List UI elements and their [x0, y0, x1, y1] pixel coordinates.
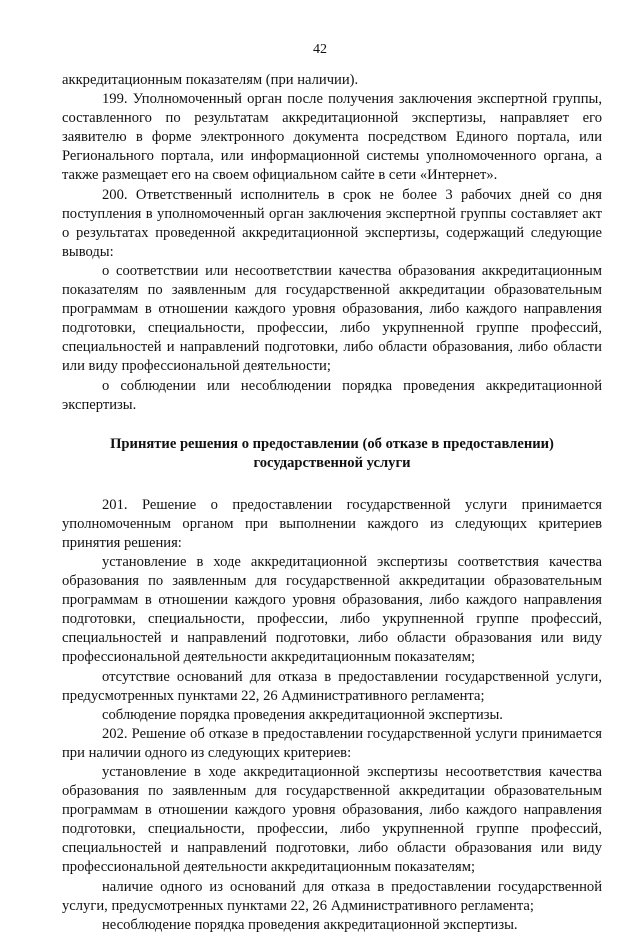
paragraph-199: 199. Уполномоченный орган после получения заключения экспертной группы, составленного по результатам аккредитационной экспертизы, направляет его заявителю в форме электронного документа посредством Единого портала, или Регионального портала, или информационной системы уполномоченного органа, а также размещает его на своем официальном сайте в сети «Интернет». — [62, 91, 602, 184]
section-heading — [62, 435, 602, 474]
paragraph-201-criterion-2: отсутствие оснований для отказа в предоставлении государственной услуги, предусмотренных пунктами 22, 26 Административного регламента; — [62, 668, 602, 704]
section-heading-line-2: государственной услуги — [253, 455, 411, 472]
paragraph-202-criterion-3: несоблюдение порядка проведения аккредитационной экспертизы. — [102, 916, 518, 933]
paragraph-201: 201. Решение о предоставлении государственной услуги принимается уполномоченным органом при выполнении каждого из следующих критериев принятия решения: — [62, 496, 602, 551]
paragraph-201-criterion-1: установление в ходе аккредитационной экспертизы соответствия качества образования по заявленным для государственной аккредитации образовательным программам в отношении каждого уровня образования, либо каждого направления подготовки, специальности, профессии, либо укрупненной группе профессий, специальностей и направлений подготовки, либо области образования или виду профессиональной деятельности аккредитационным показателям; — [62, 553, 602, 666]
paragraph-202-criterion-1: установление в ходе аккредитационной экспертизы несоответствия качества образования по заявленным для государственной аккредитации образовательным программам в отношении каждого уровня образования, либо каждого направления подготовки, специальности, профессии, либо укрупненной группе профессий, специальностей и направлений подготовки, либо области образования или виду профессиональной деятельности аккредитационным показателям; — [62, 764, 602, 876]
paragraph-200-conclusion-1: о соответствии или несоответствии качества образования аккредитационным показателям по заявленным для государственной аккредитации образовательным программам в отношении каждого уровня образования, либо каждого направления подготовки, специальности, профессии, либо укрупненной группе профессий, специальностей и направлений подготовки, либо области образования, либо области или виду профессиональной деятельности; — [62, 262, 602, 375]
paragraph-200: 200. Ответственный исполнитель в срок не более 3 рабочих дней со дня поступления в уполномоченный орган заключения экспертной группы составляет акт о результатах проведенной аккредитационной экспертизы, содержащий следующие выводы: — [62, 186, 602, 260]
section-heading-line-1: Принятие решения о предоставлении (об отказе в предоставлении) — [110, 435, 554, 452]
page-number: 42 — [313, 42, 327, 57]
document-body — [62, 71, 602, 935]
paragraph-continuation: аккредитационным показателям (при наличии). — [62, 72, 359, 88]
paragraph-202: 202. Решение об отказе в предоставлении государственной услуги принимается при наличии одного из следующих критериев: — [62, 725, 602, 761]
paragraph-200-conclusion-2: о соблюдении или несоблюдении порядка проведения аккредитационной экспертизы. — [62, 377, 602, 413]
paragraph-202-criterion-2: наличие одного из оснований для отказа в предоставлении государственной услуги, предусмотренных пунктами 22, 26 Административного регламента; — [62, 878, 602, 914]
paragraph-201-criterion-3: соблюдение порядка проведения аккредитационной экспертизы. — [102, 706, 503, 723]
